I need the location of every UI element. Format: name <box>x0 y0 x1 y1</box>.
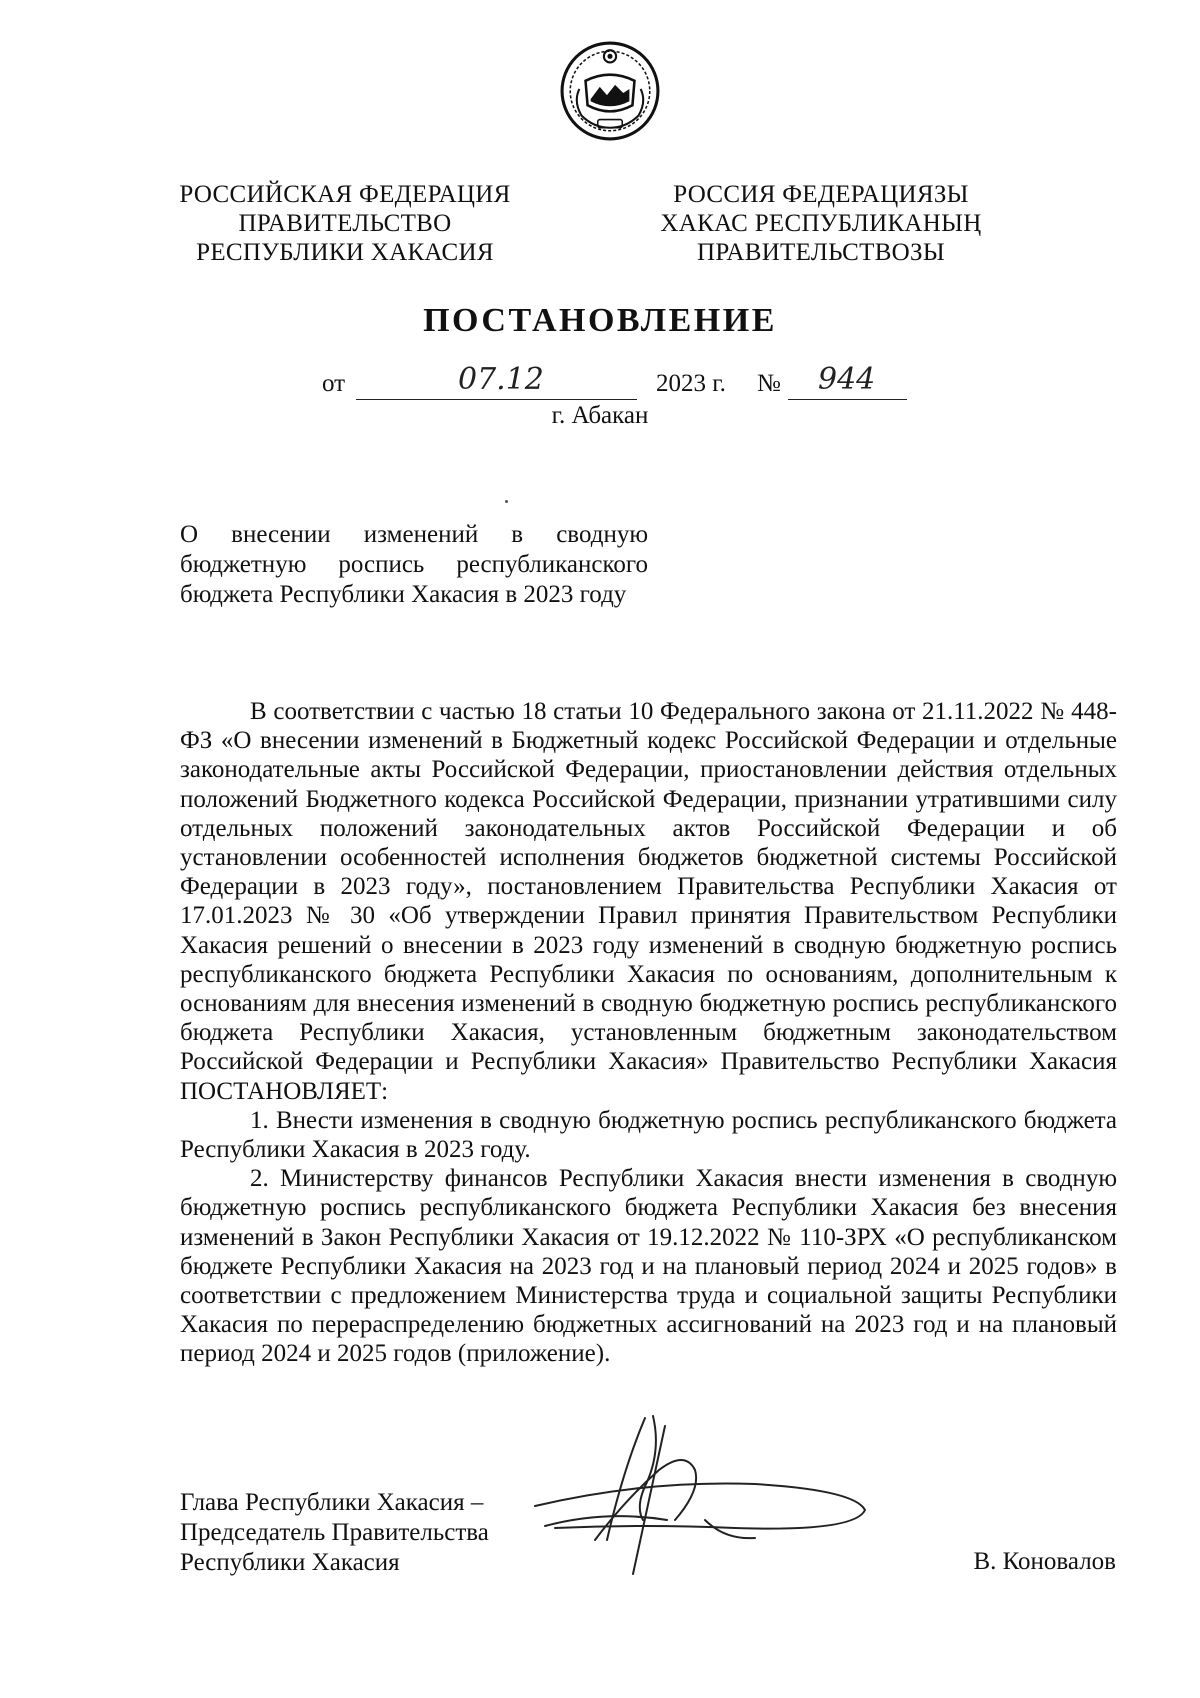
item-1-paragraph: 1. Внести изменения в сводную бюджетную роспись республиканского бюджета Республики Хакасия в 2023 году. <box>180 1106 1117 1164</box>
header-right <box>631 180 1011 267</box>
item-2-paragraph: 2. Министерству финансов Республики Хакасия внести изменения в сводную бюджетную роспись республиканского бюджета Республики Хакасия без внесения изменений в Закон Республики Хакасия от 19.12.2022 № 110-ЗРХ «О республиканском бюджете Республики Хакасия на 2023 год и на плановый период 2024 и 2025 годов» в соответствии с предложением Министерства труда и социальной защиты Республики Хакасия по перераспределению бюджетных ассигнований на 2023 год и на плановый период 2024 и 2025 годов (приложение). <box>180 1165 1117 1368</box>
number-underline <box>788 399 907 400</box>
handwritten-signature <box>525 1410 885 1580</box>
signatory-position-line: Глава Республики Хакасия – <box>180 1489 484 1516</box>
handwritten-date: 07.12 <box>458 362 544 397</box>
header-right-line: ПРАВИТЕЛЬСТВОЗЫ <box>697 239 945 266</box>
subject-heading: О внесении изменений в сводную бюджетную роспись республиканского бюджета Республики Хакасия в 2023 году <box>180 521 648 608</box>
signatory-position-line: Республики Хакасия <box>180 1549 400 1576</box>
header-left-line: РЕСПУБЛИКИ ХАКАСИЯ <box>196 239 494 266</box>
signatory-name: В. Коновалов <box>973 1548 1116 1575</box>
signatory-position-line: Председатель Правительства <box>180 1519 489 1546</box>
header-left <box>155 180 535 267</box>
khakassia-coat-of-arms-icon <box>559 40 661 142</box>
header-right-line: РОССИЯ ФЕДЕРАЦИЯЗЫ <box>673 181 969 208</box>
handwritten-number: 944 <box>818 362 876 397</box>
city: г. Абакан <box>551 402 649 429</box>
date-underline <box>356 399 637 400</box>
number-prefix: № <box>757 370 781 397</box>
header-right-line: ХАКАС РЕСПУБЛИКАНЫҢ <box>660 210 982 237</box>
document-title: ПОСТАНОВЛЕНИЕ <box>423 302 777 339</box>
header-left-line: РОССИЙСКАЯ ФЕДЕРАЦИЯ <box>179 181 511 208</box>
stray-dot <box>505 500 508 503</box>
year-label: 2023 г. <box>656 370 726 397</box>
date-prefix: от <box>322 370 346 397</box>
header-left-line: ПРАВИТЕЛЬСТВО <box>238 210 452 237</box>
body-text <box>180 697 1117 1369</box>
preamble-paragraph: В соответствии с частью 18 статьи 10 Федерального закона от 21.11.2022 № 448-ФЗ «О внесении изменений в Бюджетный кодекс Российской Федерации и отдельные законодательные акты Российской Федерации, приостановлении действия отдельных положений Бюджетного кодекса Российской Федерации, признании утратившими силу отдельных положений законодательных актов Российской Федерации и об установлении особенностей исполнения бюджетов бюджетной системы Российской Федерации в 2023 году», постановлением Правительства Республики Хакасия от 17.01.2023 № 30 «Об утверждении Правил принятия Правительством Республики Хакасия решений о внесении в 2023 году изменений в сводную бюджетную роспись республиканского бюджета Республики Хакасия по основаниям, дополнительным к основаниям для внесения изменений в сводную бюджетную роспись республиканского бюджета Республики Хакасия, установленным бюджетным законодательством Российской Федерации и Республики Хакасия» Правительство Республики Хакасия ПОСТАНОВЛЯЕТ: <box>180 698 1117 1105</box>
signatory-position <box>180 1488 489 1578</box>
